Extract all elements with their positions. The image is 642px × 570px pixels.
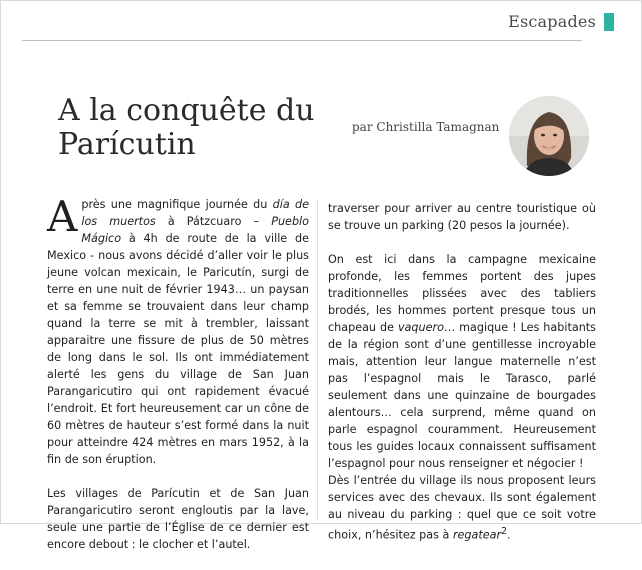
text-run: Dès l’entrée du village ils nous proposent leurs services avec des chevaux. Ils sont également au niveau du parking : quel que ce soit votre choix, n’hésitez pas à (328, 474, 596, 542)
header-bar (0, 0, 642, 34)
text-run: … magique ! Les habitants de la région sont d’une gentillesse incroyable mais, attention leur langue maternelle n’est pas l’espagnol mais le Tarasco, parlé seulement dans une quinzaine de bourgades alentours… cela surprend, même quand on parle espagnol couramment. Heureusement tous les guides locaux connaissent suffisament l’espagnol pour nous renseigner et négocier ! (328, 321, 596, 470)
article-column-left (47, 192, 310, 570)
text-emphasis: regatear (452, 528, 502, 542)
text-emphasis: Pueblo Mágico (81, 215, 309, 245)
text-run: à Pátzcuaro – (155, 215, 272, 228)
author-portrait-icon (509, 96, 589, 176)
paragraph (47, 192, 310, 468)
column-divider (317, 200, 318, 520)
author-photo (509, 96, 589, 176)
paragraph (328, 472, 596, 544)
section-title: Escapades (508, 12, 596, 31)
paragraph (328, 251, 596, 472)
footnote-marker: 2 (501, 526, 508, 537)
paragraph: traverser pour arriver au centre touristique où se trouve un parking (20 pesos la journée). (328, 202, 596, 232)
text-emphasis: vaquero (397, 321, 444, 334)
text-run: . (507, 528, 511, 542)
paragraph: Les villages de Parícutin et de San Juan Parangaricutiro seront engloutis par la lave, seule une partie de l’Église de ce dernier est encore debout : le clocher et l’autel. (47, 487, 309, 551)
article-byline: par Christilla Tamagnan (352, 120, 500, 134)
text-run: On est ici dans la campagne mexicaine profonde, les femmes portent des jupes traditionnelles plissées avec des tabliers brodés, les hommes portent presque tous un chapeau de (328, 253, 596, 334)
section-accent-bar (604, 13, 614, 31)
article-column-right (328, 200, 596, 561)
header-rule (22, 40, 582, 41)
article-title: A la conquête du Parícutin (58, 93, 315, 163)
drop-cap: A (47, 192, 78, 241)
text-run: près une magnifique journée du (81, 198, 273, 211)
text-run: à 4h de route de la ville de Mexico - nous avons décidé d’aller voir le plus jeune volcan mexicain, le Paricutín, surgi de terre en une nuit de février 1943… un paysan et sa femme se trouvaient dans leur champ quand la terre se mit à trembler, laissant apparaitre une fissure de plus de 50 mètres de long dans le sol. Ils ont immédiatement alerté les gens du village de San Juan Parangaricutiro qui ont rapidement évacué l’endroit. Et fort heureusement car un cône de 60 mètres de hauteur s’est formé dans la nuit pour atteindre 424 mètres en mars 1952, à la fin de son éruption. (47, 232, 309, 466)
text-emphasis: día de los muertos (81, 198, 310, 228)
